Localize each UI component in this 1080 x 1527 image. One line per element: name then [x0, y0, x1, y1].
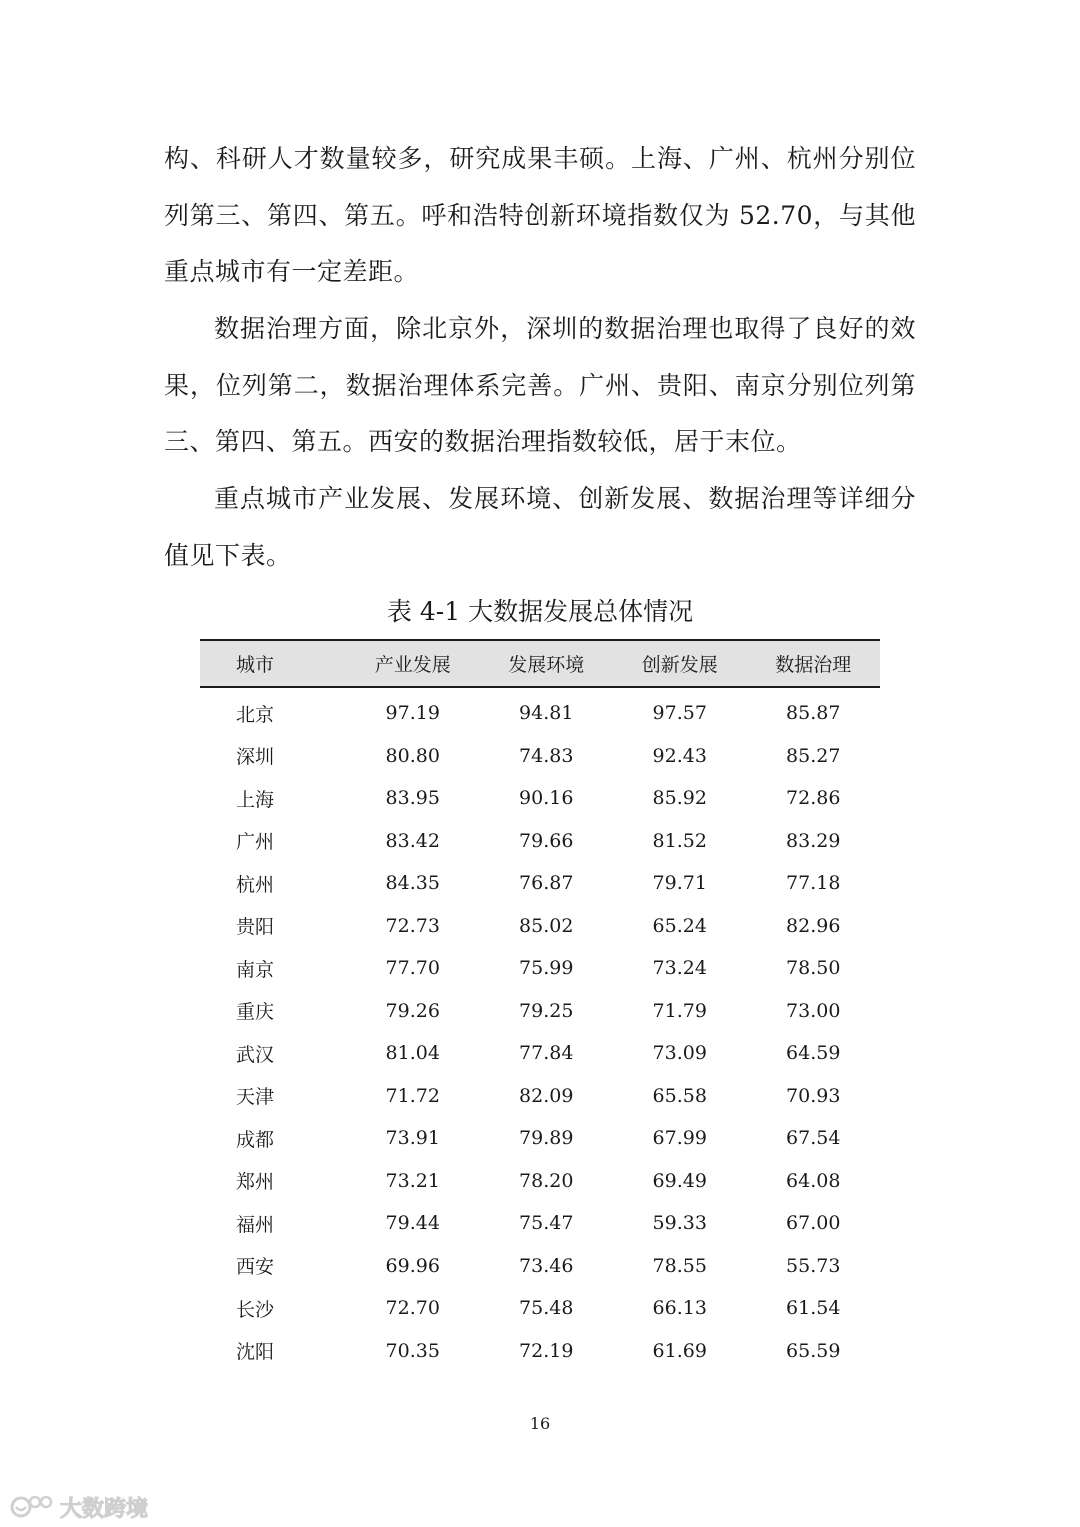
cell-industry: 83.95: [385, 787, 440, 810]
cell-industry: 81.04: [385, 1042, 440, 1065]
cell-industry: 72.73: [385, 914, 440, 937]
cell-environment: 73.46: [519, 1254, 574, 1277]
header-environment: 发展环境: [480, 640, 614, 687]
cell-innovation: 69.49: [652, 1169, 707, 1192]
cell-city: 西安: [236, 1256, 275, 1279]
cell-governance: 83.29: [786, 829, 841, 852]
table-row: [200, 820, 880, 863]
cell-industry: 79.26: [385, 999, 440, 1022]
cell-environment: 82.09: [519, 1084, 574, 1107]
cell-environment: 79.25: [519, 999, 574, 1022]
header-governance: 数据治理: [747, 640, 881, 687]
cell-governance: 67.00: [786, 1212, 841, 1235]
cell-city: 上海: [236, 788, 275, 811]
cell-environment: 75.99: [519, 957, 574, 980]
table-header-row: [200, 640, 880, 687]
cell-governance: 65.59: [786, 1339, 841, 1362]
table-row: [200, 1245, 880, 1288]
cell-innovation: 81.52: [652, 829, 707, 852]
page-number: 16: [529, 1414, 551, 1433]
cell-city: 成都: [236, 1128, 275, 1151]
table-row: [200, 687, 880, 735]
table-row: [200, 1160, 880, 1203]
cell-governance: 82.96: [786, 914, 841, 937]
cell-innovation: 97.57: [652, 702, 707, 725]
table-row: [200, 862, 880, 905]
table-row: [200, 1075, 880, 1118]
cell-city: 沈阳: [236, 1341, 275, 1364]
cell-governance: 78.50: [786, 957, 841, 980]
cell-city: 重庆: [236, 1001, 275, 1024]
cell-city: 郑州: [236, 1171, 275, 1194]
table-row: [200, 735, 880, 778]
cell-governance: 64.08: [786, 1169, 841, 1192]
table-row: [200, 1330, 880, 1373]
cell-governance: 85.87: [786, 702, 841, 725]
cell-industry: 84.35: [385, 872, 440, 895]
table-row: [200, 777, 880, 820]
cell-city: 福州: [236, 1213, 275, 1236]
cell-environment: 90.16: [519, 787, 574, 810]
logo-icon: [10, 1493, 54, 1521]
cell-innovation: 67.99: [652, 1127, 707, 1150]
cell-environment: 75.48: [519, 1297, 574, 1320]
cell-city: 杭州: [236, 873, 275, 896]
cell-governance: 67.54: [786, 1127, 841, 1150]
cell-industry: 97.19: [385, 702, 440, 725]
cell-innovation: 73.09: [652, 1042, 707, 1065]
header-innovation: 创新发展: [613, 640, 747, 687]
cell-governance: 64.59: [786, 1042, 841, 1065]
cell-industry: 70.35: [385, 1339, 440, 1362]
cell-environment: 75.47: [519, 1212, 574, 1235]
cell-industry: 69.96: [385, 1254, 440, 1277]
cell-industry: 73.21: [385, 1169, 440, 1192]
cell-city: 北京: [236, 703, 275, 726]
cell-environment: 76.87: [519, 872, 574, 895]
cell-industry: 73.91: [385, 1127, 440, 1150]
paragraph-table-intro: 重点城市产业发展、发展环境、创新发展、数据治理等详细分值见下表。: [164, 484, 916, 570]
cell-governance: 61.54: [786, 1297, 841, 1320]
cell-innovation: 79.71: [652, 872, 707, 895]
cell-environment: 78.20: [519, 1169, 574, 1192]
cell-innovation: 78.55: [652, 1254, 707, 1277]
cell-industry: 71.72: [385, 1084, 440, 1107]
table-body: [200, 687, 880, 1372]
table-row: [200, 1117, 880, 1160]
cell-city: 广州: [236, 831, 275, 854]
table-row: [200, 947, 880, 990]
cell-environment: 85.02: [519, 914, 574, 937]
table-row: [200, 990, 880, 1033]
cell-innovation: 65.58: [652, 1084, 707, 1107]
paragraph-data-governance: 数据治理方面，除北京外，深圳的数据治理也取得了良好的效果，位列第二，数据治理体系完善。广州、贵阳、南京分别位列第三、第四、第五。西安的数据治理指数较低，居于末位。: [164, 314, 916, 456]
cell-environment: 79.89: [519, 1127, 574, 1150]
table-row: [200, 1032, 880, 1075]
cell-industry: 80.80: [385, 744, 440, 767]
table-caption: 表 4-1 大数据发展总体情况: [386, 597, 694, 626]
cell-environment: 74.83: [519, 744, 574, 767]
cell-environment: 94.81: [519, 702, 574, 725]
header-city: 城市: [200, 640, 346, 687]
cell-environment: 77.84: [519, 1042, 574, 1065]
cell-city: 贵阳: [236, 916, 275, 939]
cell-environment: 79.66: [519, 829, 574, 852]
watermark-text: 大数跨境: [60, 1496, 149, 1522]
cell-governance: 72.86: [786, 787, 841, 810]
paragraph-innovation: 构、科研人才数量较多，研究成果丰硕。上海、广州、杭州分别位列第三、第四、第五。呼和浩特创新环境指数仅为 52.70，与其他重点城市有一定差距。: [164, 144, 916, 286]
cell-industry: 77.70: [385, 957, 440, 980]
cell-innovation: 59.33: [652, 1212, 707, 1235]
cell-innovation: 66.13: [652, 1297, 707, 1320]
big-data-table: [200, 639, 880, 1372]
cell-environment: 72.19: [519, 1339, 574, 1362]
cell-governance: 55.73: [786, 1254, 841, 1277]
cell-innovation: 65.24: [652, 914, 707, 937]
cell-innovation: 73.24: [652, 957, 707, 980]
cell-innovation: 85.92: [652, 787, 707, 810]
table-row: [200, 1287, 880, 1330]
cell-city: 南京: [236, 958, 275, 981]
watermark: [10, 1492, 148, 1522]
cell-innovation: 61.69: [652, 1339, 707, 1362]
cell-city: 深圳: [236, 746, 275, 769]
cell-industry: 72.70: [385, 1297, 440, 1320]
cell-city: 武汉: [236, 1043, 275, 1066]
cell-governance: 77.18: [786, 872, 841, 895]
header-industry: 产业发展: [346, 640, 480, 687]
cell-innovation: 92.43: [652, 744, 707, 767]
cell-innovation: 71.79: [652, 999, 707, 1022]
cell-industry: 83.42: [385, 829, 440, 852]
table-row: [200, 905, 880, 948]
cell-city: 天津: [236, 1086, 275, 1109]
cell-industry: 79.44: [385, 1212, 440, 1235]
cell-city: 长沙: [236, 1298, 275, 1321]
cell-governance: 85.27: [786, 744, 841, 767]
cell-governance: 70.93: [786, 1084, 841, 1107]
cell-governance: 73.00: [786, 999, 841, 1022]
table-row: [200, 1202, 880, 1245]
